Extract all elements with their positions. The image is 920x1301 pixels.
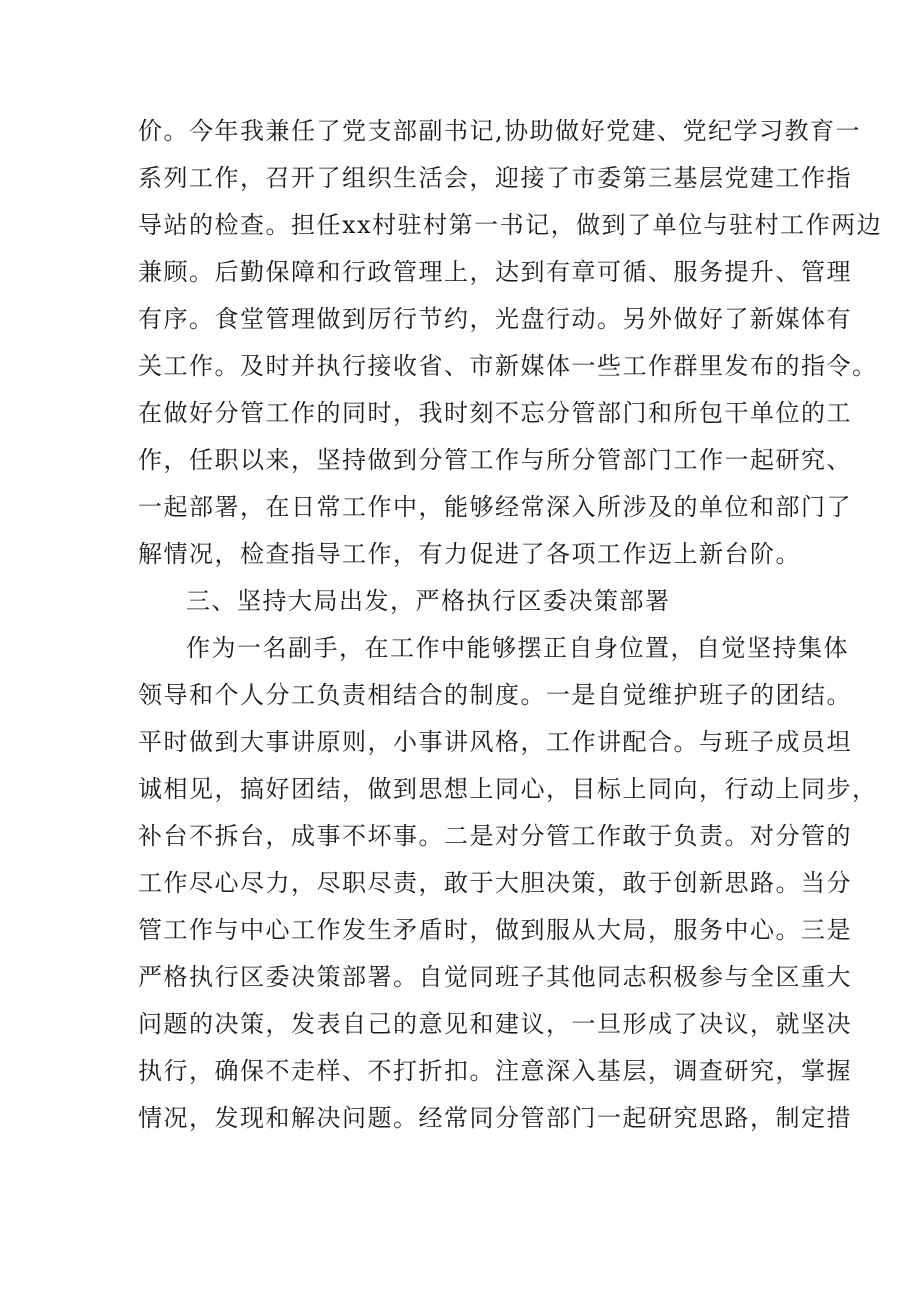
text-line: 导站的检查。担任xx村驻村第一书记，做到了单位与驻村工作两边 bbox=[138, 211, 883, 239]
document-body bbox=[138, 108, 883, 1142]
text-line: 系列工作，召开了组织生活会，迎接了市委第三基层党建工作指 bbox=[138, 164, 852, 192]
text-line: 问题的决策，发表自己的意见和建议，一旦形成了决议，就坚决 bbox=[138, 1010, 852, 1038]
text-line: 有序。食堂管理做到厉行节约，光盘行动。另外做好了新媒体有 bbox=[138, 305, 852, 333]
text-line: 一起部署，在日常工作中，能够经常深入所涉及的单位和部门了 bbox=[138, 493, 852, 521]
text-line: 管工作与中心工作发生矛盾时，做到服从大局，服务中心。三是 bbox=[138, 916, 852, 944]
text-line: 关工作。及时并执行接收省、市新媒体一些工作群里发布的指令。 bbox=[138, 352, 878, 380]
text-line: 解情况，检查指导工作，有力促进了各项工作迈上新台阶。 bbox=[138, 540, 801, 568]
paragraph-first-line: 作为一名副手，在工作中能够摆正自身位置，自觉坚持集体 bbox=[186, 634, 849, 662]
text-line: 严格执行区委决策部署。自觉同班子其他同志积极参与全区重大 bbox=[138, 963, 852, 991]
text-line: 诚相见，搞好团结，做到思想上同心，目标上同向，行动上同步， bbox=[138, 775, 878, 803]
text-line: 兼顾。后勤保障和行政管理上，达到有章可循、服务提升、管理 bbox=[138, 258, 852, 286]
text-line: 领导和个人分工负责相结合的制度。一是自觉维护班子的团结。 bbox=[138, 681, 852, 709]
text-line: 价。今年我兼任了党支部副书记,协助做好党建、党纪学习教育一 bbox=[138, 117, 862, 145]
text-line: 情况，发现和解决问题。经常同分管部门一起研究思路，制定措 bbox=[138, 1104, 852, 1132]
text-line: 工作尽心尽力，尽职尽责，敢于大胆决策，敢于创新思路。当分 bbox=[138, 869, 852, 897]
section-heading: 三、坚持大局出发，严格执行区委决策部署 bbox=[186, 587, 671, 615]
text-line: 作，任职以来，坚持做到分管工作与所分管部门工作一起研究、 bbox=[138, 446, 852, 474]
text-line: 平时做到大事讲原则，小事讲风格，工作讲配合。与班子成员坦 bbox=[138, 728, 852, 756]
text-line: 执行，确保不走样、不打折扣。注意深入基层，调查研究，掌握 bbox=[138, 1057, 852, 1085]
text-line: 补台不拆台，成事不坏事。二是对分管工作敢于负责。对分管的 bbox=[138, 822, 852, 850]
text-line: 在做好分管工作的同时，我时刻不忘分管部门和所包干单位的工 bbox=[138, 399, 852, 427]
